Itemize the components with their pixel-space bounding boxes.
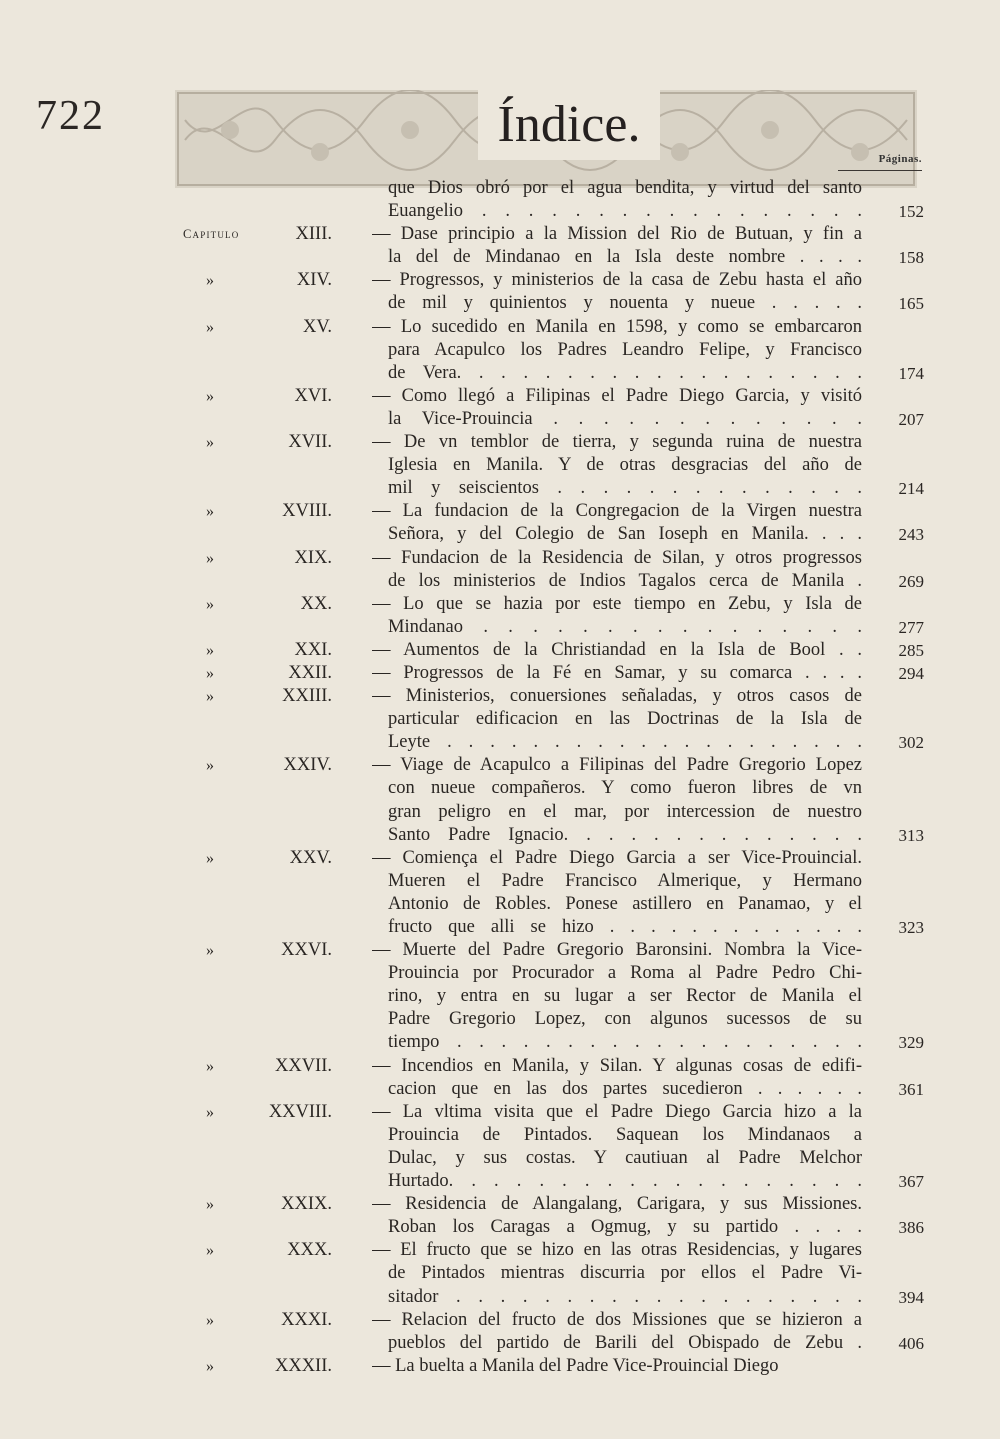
page-reference: 207 (898, 409, 924, 429)
chapter-number: XXIV. (283, 755, 332, 776)
page-reference: 361 (898, 1079, 924, 1099)
entry-line (0, 939, 1000, 962)
entry-text: Dulac, y sus costas. Y cautiuan al Padre Melchor (388, 1147, 862, 1168)
index-entry (0, 1055, 1000, 1101)
chapter-number: XXIX. (281, 1194, 332, 1215)
entry-text: — Lo sucedido en Manila en 1598, y como se embarcaron (372, 316, 862, 337)
entry-line (0, 570, 1000, 593)
ditto-mark: » (206, 1242, 214, 1260)
entry-text: — La buelta a Manila del Padre Vice-Prouincial Diego (372, 1355, 779, 1376)
entry-text: Euangelio . . . . . . . . . . . . . . . . . (388, 201, 862, 222)
entry-line (0, 1101, 1000, 1124)
entry-line (0, 547, 1000, 570)
entry-line (0, 777, 1000, 800)
entry-text: Santo Padre Ignacio. . . . . . . . . . . . . . (388, 824, 862, 845)
entry-line (0, 523, 1000, 546)
chapter-number: XXXI. (281, 1309, 332, 1330)
entry-text: — Como llegó a Filipinas el Padre Diego Garcia, y visitó (372, 385, 862, 406)
chapter-number: XXII. (288, 662, 332, 683)
entry-text: con nueue compañeros. Y como fueron libres de vn (388, 778, 862, 799)
entry-line (0, 1239, 1000, 1262)
entry-line (0, 177, 1000, 200)
entry-line (0, 870, 1000, 893)
entry-text: de los ministerios de Indios Tagalos cerca de Manila . (388, 570, 862, 591)
entry-text: Iglesia en Manila. Y de otras desgracias del año de (388, 455, 862, 476)
entry-line (0, 316, 1000, 339)
ditto-mark: » (206, 1103, 214, 1121)
index-entry (0, 431, 1000, 500)
entry-line (0, 477, 1000, 500)
entry-line (0, 408, 1000, 431)
chapter-number: XXVII. (274, 1055, 332, 1076)
index-entry (0, 639, 1000, 662)
entry-text: la del de Mindanao en la Isla deste nombre . . . . (388, 247, 862, 268)
entry-line (0, 269, 1000, 292)
entry-text: — Dase principio a la Mission del Rio de Butuan, y fin a (372, 224, 862, 245)
entry-line (0, 685, 1000, 708)
index-entry (0, 662, 1000, 685)
entry-text: Padre Gregorio Lopez, con algunos sucessos de su (388, 1009, 862, 1030)
entry-line (0, 431, 1000, 454)
entry-line (0, 847, 1000, 870)
entry-line (0, 962, 1000, 985)
entry-text: — Relacion del fructo de dos Missiones que se hizieron a (372, 1309, 862, 1330)
entry-line (0, 362, 1000, 385)
entry-text: — Progressos, y ministerios de la casa de Zebu hasta el año (372, 270, 862, 291)
entry-text: Roban los Caragas a Ogmug, y su partido . . . . (388, 1217, 862, 1238)
chapter-number: XXV. (289, 847, 332, 868)
chapter-number: XV. (303, 316, 332, 337)
ditto-mark: » (206, 549, 214, 567)
chapter-label: Capitulo (183, 227, 240, 242)
entry-text: Mindanao . . . . . . . . . . . . . . . . (388, 616, 862, 637)
index-entry (0, 500, 1000, 546)
entry-line (0, 916, 1000, 939)
entry-line (0, 1216, 1000, 1239)
entry-text: — Ministerios, conuersiones señaladas, y otros casos de (372, 686, 862, 707)
entry-line (0, 500, 1000, 523)
index-entry (0, 939, 1000, 1054)
entry-text: — Viage de Acapulco a Filipinas del Padre Gregorio Lopez (372, 755, 862, 776)
index-entry (0, 223, 1000, 269)
chapter-number: XXXII. (274, 1355, 332, 1376)
page-reference: 214 (898, 479, 924, 499)
index-entries (0, 177, 1000, 1378)
entry-line (0, 385, 1000, 408)
ditto-mark: » (206, 318, 214, 336)
entry-line (0, 1193, 1000, 1216)
page-reference: 386 (898, 1218, 924, 1238)
entry-text: Señora, y del Colegio de San Ioseph en Manila. . . . (388, 524, 862, 545)
entry-text: rino, y entra en su lugar a ser Rector de Manila el (388, 986, 862, 1007)
index-entry (0, 1355, 1000, 1378)
index-entry (0, 316, 1000, 385)
page-number: 722 (36, 93, 105, 139)
entry-text: — Aumentos de la Christiandad en la Isla de Bool . . (372, 639, 862, 660)
ditto-mark: » (206, 849, 214, 867)
ditto-mark: » (206, 1311, 214, 1329)
entry-line (0, 292, 1000, 315)
entry-line (0, 824, 1000, 847)
entry-line (0, 1147, 1000, 1170)
chapter-number: XXVI. (281, 940, 332, 961)
chapter-number: XX. (300, 593, 332, 614)
entry-line (0, 1286, 1000, 1309)
chapter-number: XXVIII. (268, 1101, 332, 1122)
chapter-number: XVIII. (282, 501, 332, 522)
ditto-mark: » (206, 664, 214, 682)
entry-text: — Lo que se hazia por este tiempo en Zebu, y Isla de (372, 593, 862, 614)
entry-line (0, 1332, 1000, 1355)
entry-line (0, 616, 1000, 639)
entry-text: sitador . . . . . . . . . . . . . . . . . . . (388, 1286, 862, 1307)
entry-line (0, 223, 1000, 246)
index-entry (0, 1309, 1000, 1355)
entry-line (0, 246, 1000, 269)
ditto-mark: » (206, 641, 214, 659)
entry-line (0, 1008, 1000, 1031)
ditto-mark: » (206, 688, 214, 706)
index-entry (0, 547, 1000, 593)
entry-line (0, 1262, 1000, 1285)
entry-text: Prouincia por Procurador a Roma al Padre Pedro Chi- (388, 963, 862, 984)
entry-text: — Progressos de la Fé en Samar, y su comarca . . . . (372, 662, 862, 683)
index-entry (0, 1239, 1000, 1308)
chapter-number: XVI. (294, 385, 332, 406)
entry-text: Prouincia de Pintados. Saquean los Mindanaos a (388, 1124, 862, 1145)
page-reference: 394 (898, 1287, 924, 1307)
entry-line (0, 593, 1000, 616)
page-title: Índice. (478, 90, 660, 160)
entry-text: — De vn temblor de tierra, y segunda ruina de nuestra (372, 432, 862, 453)
index-entry (0, 269, 1000, 315)
entry-text: Leyte . . . . . . . . . . . . . . . . . . . . (388, 732, 862, 753)
entry-line (0, 893, 1000, 916)
index-entry (0, 754, 1000, 846)
entry-text: mil y seiscientos . . . . . . . . . . . . . . (388, 478, 862, 499)
page-reference: 243 (898, 525, 924, 545)
index-entry (0, 177, 1000, 223)
page-reference: 313 (898, 825, 924, 845)
page-reference: 174 (898, 363, 924, 383)
entry-line (0, 339, 1000, 362)
page-reference: 329 (898, 1033, 924, 1053)
entry-text: particular edificacion en las Doctrinas de la Isla de (388, 709, 862, 730)
index-entry (0, 685, 1000, 754)
entry-line (0, 1309, 1000, 1332)
chapter-number: XIX. (294, 547, 332, 568)
entry-text: — La vltima visita que el Padre Diego Garcia hizo a la (372, 1101, 862, 1122)
ditto-mark: » (206, 942, 214, 960)
entry-line (0, 1078, 1000, 1101)
ditto-mark: » (206, 503, 214, 521)
chapter-number: XXX. (287, 1240, 332, 1261)
entry-text: Antonio de Robles. Ponese astillero en Panamao, y el (388, 893, 862, 914)
ditto-mark: » (206, 272, 214, 290)
entry-text: — Residencia de Alangalang, Carigara, y sus Missiones. (372, 1194, 862, 1215)
chapter-number: XXI. (294, 639, 332, 660)
entry-line (0, 1124, 1000, 1147)
index-entry (0, 593, 1000, 639)
entry-text: pueblos del partido de Barili del Obispado de Zebu . (388, 1332, 862, 1353)
ditto-mark: » (206, 757, 214, 775)
page-reference: 367 (898, 1172, 924, 1192)
entry-text: que Dios obró por el agua bendita, y virtud del santo (388, 178, 862, 198)
entry-text: fructo que alli se hizo . . . . . . . . . . . . . (388, 917, 862, 937)
entry-text: Mueren el Padre Francisco Almerique, y Hermano (388, 870, 862, 891)
page-reference: 285 (898, 640, 924, 660)
page-reference: 152 (898, 202, 924, 222)
entry-line (0, 754, 1000, 777)
entry-line (0, 454, 1000, 477)
entry-text: — Muerte del Padre Gregorio Baronsini. Nombra la Vice- (372, 940, 862, 961)
page-reference: 277 (898, 617, 924, 637)
entry-line (0, 1055, 1000, 1078)
pages-column-header: Páginas. (878, 153, 922, 165)
page-reference: 302 (898, 733, 924, 753)
entry-line (0, 801, 1000, 824)
entry-text: cacion que en las dos partes sucedieron . . . . . . (388, 1078, 862, 1099)
index-entry (0, 1101, 1000, 1193)
entry-line (0, 708, 1000, 731)
entry-text: para Acapulco los Padres Leandro Felipe, y Francisco (388, 339, 862, 360)
ditto-mark: » (206, 595, 214, 613)
entry-text: de mil y quinientos y nouenta y nueue . . . . . (388, 293, 862, 314)
entry-line (0, 200, 1000, 223)
header-rule (838, 170, 922, 171)
entry-text: Hurtado. . . . . . . . . . . . . . . . . . . (388, 1171, 862, 1192)
entry-text: de Vera. . . . . . . . . . . . . . . . . . . (388, 362, 862, 383)
page-reference: 269 (898, 571, 924, 591)
chapter-number: XIII. (295, 224, 332, 245)
chapter-number: XVII. (288, 432, 332, 453)
ditto-mark: » (206, 1057, 214, 1075)
index-entry (0, 385, 1000, 431)
entry-line (0, 731, 1000, 754)
entry-line (0, 985, 1000, 1008)
entry-text: — Fundacion de la Residencia de Silan, y otros progressos (372, 547, 862, 568)
ditto-mark: » (206, 1196, 214, 1214)
chapter-number: XXIII. (282, 686, 332, 707)
page-reference: 406 (898, 1333, 924, 1353)
entry-line (0, 1031, 1000, 1054)
entry-text: gran peligro en el mar, por intercession de nuestro (388, 801, 862, 822)
entry-text: — El fructo que se hizo en las otras Residencias, y lugares (372, 1240, 862, 1261)
entry-text: — La fundacion de la Congregacion de la Virgen nuestra (372, 501, 862, 522)
entry-text: de Pintados mientras discurria por ellos el Padre Vi- (388, 1263, 862, 1284)
entry-text: tiempo . . . . . . . . . . . . . . . . . . . (388, 1032, 862, 1053)
page-reference: 158 (898, 248, 924, 268)
chapter-number: XIV. (296, 270, 332, 291)
entry-line (0, 1355, 1000, 1378)
index-entry (0, 1193, 1000, 1239)
index-entry (0, 847, 1000, 939)
entry-text: — Comiença el Padre Diego Garcia a ser Vice-Prouincial. (372, 847, 862, 868)
entry-line (0, 662, 1000, 685)
ditto-mark: » (206, 434, 214, 452)
entry-line (0, 1170, 1000, 1193)
page-reference: 323 (898, 918, 924, 937)
entry-text: — Incendios en Manila, y Silan. Y algunas cosas de edifi- (372, 1055, 862, 1076)
page-reference: 165 (898, 294, 924, 314)
page-reference: 294 (898, 663, 924, 683)
entry-text: la Vice-Prouincia . . . . . . . . . . . . . (388, 408, 862, 429)
ditto-mark: » (206, 1357, 214, 1375)
ditto-mark: » (206, 387, 214, 405)
entry-line (0, 639, 1000, 662)
